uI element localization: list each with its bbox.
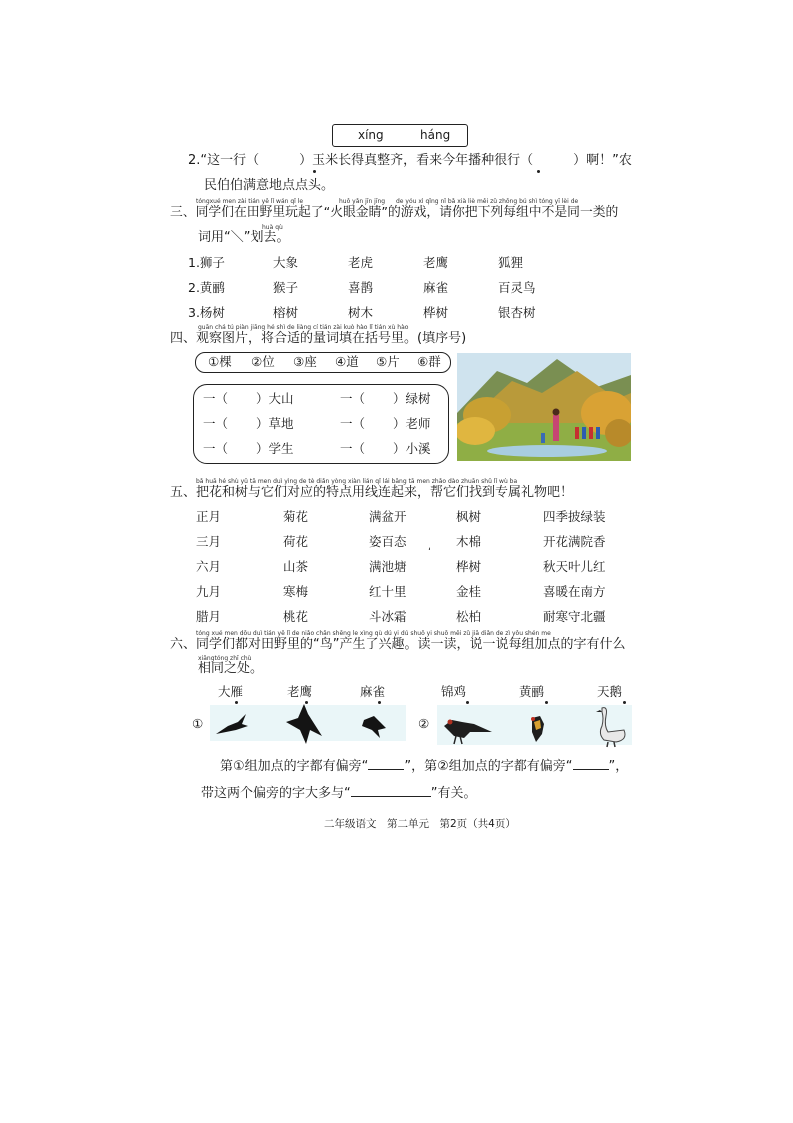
flower[interactable]: 桃花 [283,609,309,624]
blank-2[interactable] [340,391,431,407]
month: 腊月 [196,609,222,624]
trait[interactable]: 满盆开 [369,509,407,524]
q2-text-b: ）玉米长得真整齐，看来今年播种很行（ [299,153,534,168]
section-3-heading-2: 词用“＼”划去。 [198,230,290,245]
blank-pre: 一（ [340,391,366,406]
emphasis-dot [378,701,381,704]
section-6-heading: 六、同学们都对田野里的“鸟”产生了兴趣。读一读，说一说每组加点的字有什么 [170,637,626,652]
group-2-label: ② [418,716,430,731]
blank-post: ）大山 [256,391,294,406]
blank-post: ）小溪 [393,441,431,456]
blank-pre: 一（ [340,441,366,456]
flower[interactable]: 菊花 [283,509,309,524]
tree[interactable]: 枫树 [456,509,482,524]
s6-fill-line-1 [220,759,628,775]
blank-post: ）学生 [256,441,294,456]
q2-line1 [188,153,632,169]
option-qun: ⑥群 [417,354,441,369]
tree[interactable]: 金桂 [456,584,482,599]
blank-pre: 一（ [340,416,366,431]
tree-trait[interactable]: 秋天叶儿红 [543,559,606,574]
emphasis-dot [466,701,469,704]
sparrow-icon [358,710,388,740]
tree-trait[interactable]: 四季披绿装 [543,509,606,524]
blank-4[interactable] [340,416,431,432]
s4-pinyin: guān chá tú piàn jiāng hé shì de liàng cí tián zài kuò hào lǐ tián xù hào [198,324,409,331]
month: 三月 [196,534,222,549]
fill-text: ”有关。 [430,786,477,801]
q2-text-c: ）啊！”农 [573,153,632,168]
emphasis-dot [235,701,238,704]
bird-name: 黄鹂 [519,684,545,699]
option-zuo: ③座 [293,354,317,369]
oriole-icon [524,712,548,744]
option-pian: ⑤片 [376,354,400,369]
bird-name: 大雁 [218,684,244,699]
trait[interactable]: 斗冰霜 [369,609,407,624]
s3-pinyin-c: de yóu xì qǐng nǐ bǎ xià liè měi zǔ zhōng bú shì tóng yī lèi de [396,198,579,205]
s3-pinyin-a: tóngxué men zài tián yě lǐ wán qǐ le [196,198,304,205]
pinyin-xing: xíng [358,128,384,142]
fill-text: 第①组加点的字都有偏旁“ [220,759,369,774]
blank-post: ）绿树 [393,391,431,406]
golden-pheasant-icon [440,710,494,746]
word: 3.杨树 [188,305,225,320]
measure-word-options [195,352,451,373]
bird-name: 天鹅 [597,684,623,699]
tree-trait[interactable]: 耐寒守北疆 [543,609,606,624]
word: 老鹰 [423,255,449,270]
emphasis-dot [313,170,316,173]
trait[interactable]: 红十里 [369,584,407,599]
option-dao: ④道 [335,354,359,369]
eagle-icon [282,700,326,748]
bird-name: 老鹰 [287,684,313,699]
bird-name: 锦鸡 [441,684,467,699]
tree-trait[interactable]: 喜暖在南方 [543,584,606,599]
tree-trait[interactable]: 开花满院香 [543,534,606,549]
option-wei: ②位 [251,354,275,369]
fill-text: 带这两个偏旁的字大多与“ [201,786,351,801]
blank-3[interactable] [203,416,294,432]
section-6-heading-2: 相同之处。 [198,661,264,676]
word: 麻雀 [423,280,449,295]
blank-post: ）草地 [256,416,294,431]
word: 2.黄鹂 [188,280,225,295]
tree[interactable]: 松柏 [456,609,482,624]
blank-1[interactable] [203,391,294,407]
word: 猴子 [273,280,299,295]
q2-line2: 民伯伯满意地点点头。 [204,178,335,193]
option-ke: ①棵 [208,354,232,369]
s6-fill-line-2 [201,786,477,802]
section-4-heading: 四、观察图片，将合适的量词填在括号里。(填序号) [170,331,467,346]
word: 喜鹊 [348,280,374,295]
blank-post: ）老师 [393,416,431,431]
blank-pre: 一（ [203,416,229,431]
s3-pinyin-b: huǒ yǎn jīn jīng [339,198,386,205]
word: 桦树 [423,305,449,320]
word: 狐狸 [498,255,524,270]
meaning-blank[interactable] [351,796,431,797]
word: 1.狮子 [188,255,225,270]
emphasis-dot [545,701,548,704]
radical-blank-2[interactable] [573,769,609,770]
page-footer: 二年级语文 第二单元 第2页（共4页） [324,818,516,830]
tree[interactable]: 桦树 [456,559,482,574]
word: 榕树 [273,305,299,320]
blank-pre: 一（ [203,441,229,456]
month: 九月 [196,584,222,599]
swan-icon [594,704,630,748]
autumn-field-illustration [457,353,631,461]
flower[interactable]: 山茶 [283,559,309,574]
word: 大象 [273,255,299,270]
word: 树木 [348,305,374,320]
blank-pre: 一（ [203,391,229,406]
flower[interactable]: 荷花 [283,534,309,549]
tree[interactable]: 木棉 [456,534,482,549]
stray-pen-mark: ͵ [428,540,431,551]
q2-text-a: 2.“这一行（ [188,153,260,168]
wild-goose-icon [212,708,252,740]
emphasis-dot [537,170,540,173]
s6-pinyin-2: xiāngtóng zhī chù [198,655,252,662]
month: 正月 [196,509,222,524]
month: 六月 [196,559,222,574]
fill-text: ”， [608,759,629,774]
blank-6[interactable] [340,441,431,457]
s3-pinyin-huaqu: huà qù [262,224,283,231]
section-3-heading: 三、同学们在田野里玩起了“火眼金睛”的游戏，请你把下列每组中不是同一类的 [170,205,619,220]
word: 银杏树 [498,305,536,320]
radical-blank-1[interactable] [368,769,404,770]
bird-name: 麻雀 [360,684,386,699]
trait[interactable]: 姿百态 [369,534,407,549]
trait[interactable]: 满池塘 [369,559,407,574]
section-5-heading: 五、把花和树与它们对应的特点用线连起来，帮它们找到专属礼物吧！ [170,485,574,500]
group-1-label: ① [192,716,204,731]
word: 百灵鸟 [498,280,536,295]
s6-pinyin: tóng xué men dōu duì tián yě lǐ de niǎo chǎn shēng le xìng qù dú yi dú shuō yi shuō měi zǔ jiā diǎn de zì yǒu shén me [196,630,551,637]
s5-pinyin: bǎ huā hé shù yǔ tā men duì yìng de tè diǎn yòng xiàn lián qǐ lái bāng tā men zhǎo dào zhuān shǔ lǐ wù ba [196,478,518,485]
blank-5[interactable] [203,441,294,457]
flower[interactable]: 寒梅 [283,584,309,599]
pinyin-hang: háng [420,128,451,142]
fill-text: ”，第②组加点的字都有偏旁“ [404,759,573,774]
word: 老虎 [348,255,374,270]
